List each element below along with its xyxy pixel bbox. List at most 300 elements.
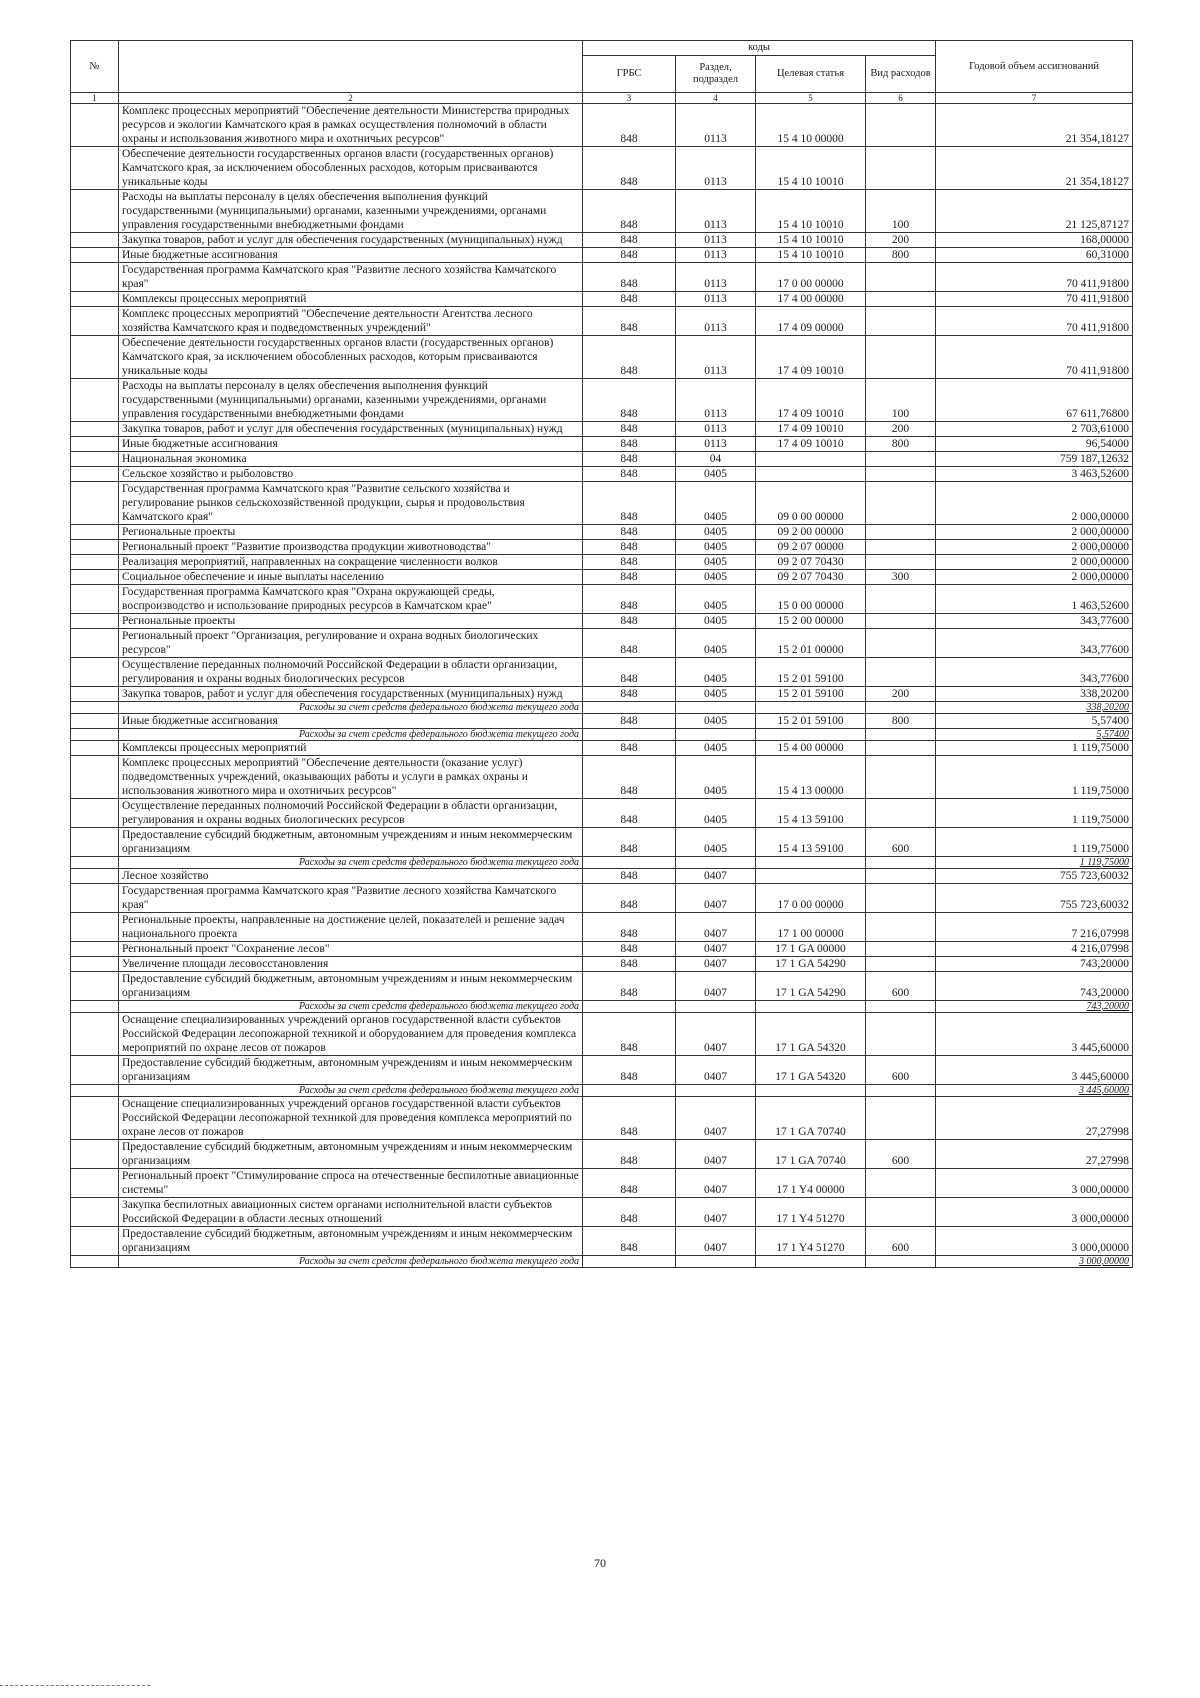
row-number-cell — [71, 248, 119, 263]
row-amount: 743,20000 — [936, 972, 1133, 1001]
row-grbs-code: 848 — [583, 1097, 676, 1140]
row-amount: 2 000,00000 — [936, 525, 1133, 540]
table-row — [71, 1198, 1133, 1227]
table-row — [71, 629, 1133, 658]
row-grbs-code: 848 — [583, 658, 676, 687]
row-expense-kind: 100 — [866, 190, 936, 233]
row-amount: 70 411,91800 — [936, 292, 1133, 307]
row-number-cell — [71, 1056, 119, 1085]
row-description: Государственная программа Камчатского края "Охрана окружающей среды, воспроизводство и использование природных ресурсов в Камчатском крае" — [119, 585, 583, 614]
row-description: Региональный проект "Организация, регулирование и охрана водных биологических ресурсов" — [119, 629, 583, 658]
row-target-article: 15 2 01 59100 — [756, 687, 866, 702]
row-expense-kind — [866, 452, 936, 467]
row-expense-kind: 800 — [866, 714, 936, 729]
row-description: Сельское хозяйство и рыболовство — [119, 467, 583, 482]
row-expense-kind — [866, 147, 936, 190]
row-target-article: 17 1 GA 00000 — [756, 942, 866, 957]
row-description: Комплекс процессных мероприятий "Обеспечение деятельности Министерства природных ресурсов и экологии Камчатского края в рамках осуществления полномочий в области охраны и использования животного мира и охотничьих ресурсов" — [119, 104, 583, 147]
row-section-code: 0405 — [676, 799, 756, 828]
row-grbs-code: 848 — [583, 190, 676, 233]
row-grbs-code: 848 — [583, 525, 676, 540]
table-row — [71, 756, 1133, 799]
row-expense-kind — [866, 1198, 936, 1227]
row-grbs-code: 848 — [583, 1169, 676, 1198]
row-description: Предоставление субсидий бюджетным, автономным учреждениям и иным некоммерческим организациям — [119, 1056, 583, 1085]
row-target-article: 09 2 07 70430 — [756, 570, 866, 585]
column-number: 6 — [866, 93, 936, 104]
row-section-code: 0405 — [676, 525, 756, 540]
row-number-cell — [71, 957, 119, 972]
row-number-cell — [71, 467, 119, 482]
row-section-code: 0113 — [676, 379, 756, 422]
row-number-cell — [71, 379, 119, 422]
row-grbs-code: 848 — [583, 379, 676, 422]
row-section-code: 0405 — [676, 614, 756, 629]
header-section: Раздел, подраздел — [676, 56, 756, 93]
row-grbs-code — [583, 1256, 676, 1268]
table-row — [71, 104, 1133, 147]
table-row — [71, 570, 1133, 585]
row-section-code: 0407 — [676, 1169, 756, 1198]
table-row — [71, 555, 1133, 570]
row-number-cell — [71, 869, 119, 884]
row-description: Предоставление субсидий бюджетным, автономным учреждениям и иным некоммерческим организациям — [119, 828, 583, 857]
table-row — [71, 147, 1133, 190]
row-grbs-code: 848 — [583, 942, 676, 957]
row-amount: 70 411,91800 — [936, 307, 1133, 336]
row-amount: 3 445,60000 — [936, 1085, 1133, 1097]
row-amount: 3 000,00000 — [936, 1227, 1133, 1256]
table-row — [71, 422, 1133, 437]
federal-budget-note-row — [71, 702, 1133, 714]
row-section-code: 0405 — [676, 570, 756, 585]
row-target-article: 15 2 01 00000 — [756, 629, 866, 658]
row-target-article: 17 4 09 00000 — [756, 307, 866, 336]
row-grbs-code: 848 — [583, 307, 676, 336]
row-grbs-code: 848 — [583, 147, 676, 190]
row-amount: 4 216,07998 — [936, 942, 1133, 957]
row-number-cell — [71, 714, 119, 729]
row-number-cell — [71, 1198, 119, 1227]
row-description: Государственная программа Камчатского края "Развитие лесного хозяйства Камчатского края" — [119, 884, 583, 913]
header-target-article: Целевая статья — [756, 56, 866, 93]
footer-separator — [0, 1685, 150, 1686]
row-amount: 1 119,75000 — [936, 741, 1133, 756]
row-number-cell — [71, 1227, 119, 1256]
row-amount: 67 611,76800 — [936, 379, 1133, 422]
row-amount: 2 000,00000 — [936, 482, 1133, 525]
row-target-article: 17 0 00 00000 — [756, 884, 866, 913]
row-expense-kind: 200 — [866, 233, 936, 248]
row-target-article: 15 4 13 59100 — [756, 799, 866, 828]
row-description: Обеспечение деятельности государственных органов власти (государственных органов) Камчатского края, за исключением обособленных расходов, которым присваиваются уникальные коды — [119, 336, 583, 379]
table-row — [71, 957, 1133, 972]
row-grbs-code: 848 — [583, 972, 676, 1001]
row-amount: 1 463,52600 — [936, 585, 1133, 614]
row-description: Обеспечение деятельности государственных органов власти (государственных органов) Камчатского края, за исключением обособленных расходов, которым присваиваются уникальные коды — [119, 147, 583, 190]
row-section-code: 0405 — [676, 555, 756, 570]
table-row — [71, 741, 1133, 756]
row-target-article — [756, 729, 866, 741]
row-grbs-code: 848 — [583, 1056, 676, 1085]
row-amount: 743,20000 — [936, 1001, 1133, 1013]
row-section-code: 0407 — [676, 1198, 756, 1227]
row-target-article: 17 1 Y4 51270 — [756, 1198, 866, 1227]
column-number: 1 — [71, 93, 119, 104]
row-expense-kind — [866, 869, 936, 884]
row-description: Закупка товаров, работ и услуг для обеспечения государственных (муниципальных) нужд — [119, 687, 583, 702]
row-description: Региональные проекты, направленные на достижение целей, показателей и решение задач национального проекта — [119, 913, 583, 942]
row-number-cell — [71, 263, 119, 292]
row-number-cell — [71, 422, 119, 437]
row-grbs-code: 848 — [583, 869, 676, 884]
row-target-article — [756, 1001, 866, 1013]
row-grbs-code: 848 — [583, 957, 676, 972]
row-target-article — [756, 467, 866, 482]
table-row — [71, 248, 1133, 263]
row-amount: 3 445,60000 — [936, 1013, 1133, 1056]
table-row — [71, 379, 1133, 422]
row-target-article: 09 2 07 70430 — [756, 555, 866, 570]
table-header — [71, 41, 1133, 104]
row-section-code: 0113 — [676, 248, 756, 263]
row-target-article — [756, 702, 866, 714]
row-description: Лесное хозяйство — [119, 869, 583, 884]
column-number: 3 — [583, 93, 676, 104]
row-expense-kind — [866, 702, 936, 714]
row-amount: 759 187,12632 — [936, 452, 1133, 467]
row-section-code: 0113 — [676, 437, 756, 452]
table-row — [71, 687, 1133, 702]
table-row — [71, 614, 1133, 629]
row-description: Расходы за счет средств федерального бюджета текущего года — [119, 702, 583, 714]
row-amount: 1 119,75000 — [936, 799, 1133, 828]
row-description: Региональные проекты — [119, 525, 583, 540]
row-amount: 27,27998 — [936, 1140, 1133, 1169]
table-row — [71, 799, 1133, 828]
table-row — [71, 942, 1133, 957]
row-number-cell — [71, 857, 119, 869]
row-target-article: 15 4 10 10010 — [756, 233, 866, 248]
row-target-article: 17 4 09 10010 — [756, 422, 866, 437]
row-section-code: 0113 — [676, 233, 756, 248]
table-row — [71, 452, 1133, 467]
row-number-cell — [71, 1001, 119, 1013]
column-number: 7 — [936, 93, 1133, 104]
row-section-code: 0407 — [676, 1013, 756, 1056]
row-number-cell — [71, 1013, 119, 1056]
row-target-article: 17 1 Y4 51270 — [756, 1227, 866, 1256]
row-number-cell — [71, 756, 119, 799]
row-grbs-code — [583, 857, 676, 869]
row-section-code: 0407 — [676, 869, 756, 884]
header-expense-kind: Вид расходов — [866, 56, 936, 93]
row-description: Региональный проект "Сохранение лесов" — [119, 942, 583, 957]
row-description: Комплекс процессных мероприятий "Обеспечение деятельности Агентства лесного хозяйства Камчатского края и подведомственных учреждений" — [119, 307, 583, 336]
row-section-code — [676, 1256, 756, 1268]
row-section-code: 0407 — [676, 1227, 756, 1256]
table-row — [71, 1013, 1133, 1056]
row-expense-kind — [866, 957, 936, 972]
row-section-code: 0407 — [676, 1097, 756, 1140]
row-number-cell — [71, 190, 119, 233]
row-section-code — [676, 1001, 756, 1013]
row-target-article: 15 4 00 00000 — [756, 741, 866, 756]
row-expense-kind — [866, 467, 936, 482]
budget-sheet — [70, 40, 1132, 1268]
table-row — [71, 233, 1133, 248]
row-description: Региональный проект "Развитие производства продукции животноводства" — [119, 540, 583, 555]
row-grbs-code: 848 — [583, 614, 676, 629]
row-target-article — [756, 1256, 866, 1268]
row-expense-kind — [866, 799, 936, 828]
row-section-code: 0113 — [676, 147, 756, 190]
header-description — [119, 41, 583, 93]
row-grbs-code: 848 — [583, 292, 676, 307]
row-section-code: 0113 — [676, 263, 756, 292]
row-number-cell — [71, 828, 119, 857]
table-row — [71, 540, 1133, 555]
row-description: Осуществление переданных полномочий Российской Федерации в области организации, регулирования и охраны водных биологических ресурсов — [119, 799, 583, 828]
row-section-code: 0407 — [676, 913, 756, 942]
row-section-code: 0113 — [676, 104, 756, 147]
row-section-code: 0405 — [676, 540, 756, 555]
table-row — [71, 658, 1133, 687]
column-number: 4 — [676, 93, 756, 104]
header-codes-group: коды — [583, 41, 936, 56]
row-grbs-code: 848 — [583, 233, 676, 248]
row-number-cell — [71, 884, 119, 913]
row-grbs-code: 848 — [583, 540, 676, 555]
row-expense-kind — [866, 1097, 936, 1140]
row-section-code: 0405 — [676, 687, 756, 702]
row-amount: 27,27998 — [936, 1097, 1133, 1140]
row-grbs-code: 848 — [583, 756, 676, 799]
row-amount: 7 216,07998 — [936, 913, 1133, 942]
row-expense-kind — [866, 1001, 936, 1013]
header-amount: Годовой объем ассигнований — [936, 41, 1133, 93]
row-number-cell — [71, 729, 119, 741]
row-number-cell — [71, 482, 119, 525]
row-expense-kind: 600 — [866, 1140, 936, 1169]
row-grbs-code: 848 — [583, 1140, 676, 1169]
row-grbs-code: 848 — [583, 1198, 676, 1227]
row-expense-kind — [866, 336, 936, 379]
row-section-code: 0405 — [676, 828, 756, 857]
row-expense-kind — [866, 1013, 936, 1056]
row-target-article: 17 1 GA 70740 — [756, 1097, 866, 1140]
row-grbs-code: 848 — [583, 336, 676, 379]
row-section-code: 0113 — [676, 307, 756, 336]
row-expense-kind — [866, 1256, 936, 1268]
row-grbs-code: 848 — [583, 741, 676, 756]
row-grbs-code: 848 — [583, 1227, 676, 1256]
table-row — [71, 292, 1133, 307]
table-row — [71, 482, 1133, 525]
table-row — [71, 1227, 1133, 1256]
row-number-cell — [71, 147, 119, 190]
row-grbs-code: 848 — [583, 913, 676, 942]
row-amount: 2 000,00000 — [936, 555, 1133, 570]
row-target-article: 17 0 00 00000 — [756, 263, 866, 292]
row-target-article: 17 4 09 10010 — [756, 379, 866, 422]
table-row — [71, 1140, 1133, 1169]
row-number-cell — [71, 942, 119, 957]
row-amount: 1 119,75000 — [936, 756, 1133, 799]
row-number-cell — [71, 702, 119, 714]
row-amount: 343,77600 — [936, 658, 1133, 687]
table-row — [71, 913, 1133, 942]
row-number-cell — [71, 555, 119, 570]
row-target-article: 09 0 00 00000 — [756, 482, 866, 525]
row-description: Региональный проект "Стимулирование спроса на отечественные беспилотные авиационные системы" — [119, 1169, 583, 1198]
row-amount: 338,20200 — [936, 702, 1133, 714]
row-grbs-code: 848 — [583, 570, 676, 585]
row-section-code: 0113 — [676, 336, 756, 379]
row-description: Государственная программа Камчатского края "Развитие сельского хозяйства и регулирование рынков сельскохозяйственной продукции, сырья и продовольствия Камчатского края" — [119, 482, 583, 525]
row-section-code: 0407 — [676, 972, 756, 1001]
row-amount: 3 000,00000 — [936, 1169, 1133, 1198]
row-grbs-code: 848 — [583, 714, 676, 729]
row-number-cell — [71, 741, 119, 756]
row-target-article: 17 1 GA 54290 — [756, 957, 866, 972]
row-description: Региональные проекты — [119, 614, 583, 629]
row-number-cell — [71, 104, 119, 147]
table-row — [71, 467, 1133, 482]
row-target-article: 17 1 GA 54320 — [756, 1056, 866, 1085]
row-amount: 3 463,52600 — [936, 467, 1133, 482]
table-row — [71, 1097, 1133, 1140]
row-target-article: 15 4 10 00000 — [756, 104, 866, 147]
row-grbs-code — [583, 1085, 676, 1097]
row-section-code: 0407 — [676, 1056, 756, 1085]
row-section-code: 0113 — [676, 190, 756, 233]
row-expense-kind — [866, 482, 936, 525]
row-grbs-code: 848 — [583, 687, 676, 702]
row-amount: 70 411,91800 — [936, 336, 1133, 379]
row-expense-kind: 800 — [866, 437, 936, 452]
row-grbs-code: 848 — [583, 555, 676, 570]
row-number-cell — [71, 307, 119, 336]
row-description: Предоставление субсидий бюджетным, автономным учреждениям и иным некоммерческим организациям — [119, 972, 583, 1001]
row-number-cell — [71, 1169, 119, 1198]
header-number: № — [71, 41, 119, 93]
row-amount: 3 445,60000 — [936, 1056, 1133, 1085]
row-number-cell — [71, 525, 119, 540]
row-number-cell — [71, 1256, 119, 1268]
column-number: 5 — [756, 93, 866, 104]
row-amount: 21 354,18127 — [936, 104, 1133, 147]
row-description: Оснащение специализированных учреждений органов государственной власти субъектов Российской Федерации лесопожарной техникой и оборудованием для проведения комплекса мероприятий по охране лесов от пожаров — [119, 1013, 583, 1056]
row-amount: 338,20200 — [936, 687, 1133, 702]
row-section-code: 0405 — [676, 585, 756, 614]
row-section-code: 0407 — [676, 1140, 756, 1169]
row-expense-kind — [866, 307, 936, 336]
row-number-cell — [71, 570, 119, 585]
row-description: Иные бюджетные ассигнования — [119, 248, 583, 263]
row-expense-kind: 600 — [866, 828, 936, 857]
row-description: Расходы за счет средств федерального бюджета текущего года — [119, 1256, 583, 1268]
row-number-cell — [71, 437, 119, 452]
row-expense-kind — [866, 857, 936, 869]
federal-budget-note-row — [71, 857, 1133, 869]
row-expense-kind — [866, 540, 936, 555]
row-amount: 343,77600 — [936, 614, 1133, 629]
row-number-cell — [71, 585, 119, 614]
row-target-article — [756, 869, 866, 884]
row-grbs-code: 848 — [583, 799, 676, 828]
row-grbs-code: 848 — [583, 629, 676, 658]
row-expense-kind: 200 — [866, 687, 936, 702]
row-number-cell — [71, 1097, 119, 1140]
table-row — [71, 263, 1133, 292]
row-target-article: 17 1 GA 70740 — [756, 1140, 866, 1169]
row-target-article: 15 0 00 00000 — [756, 585, 866, 614]
row-grbs-code: 848 — [583, 437, 676, 452]
row-expense-kind: 600 — [866, 1056, 936, 1085]
row-description: Иные бюджетные ассигнования — [119, 437, 583, 452]
row-target-article: 17 1 Y4 00000 — [756, 1169, 866, 1198]
row-target-article: 15 4 13 00000 — [756, 756, 866, 799]
row-amount: 2 000,00000 — [936, 570, 1133, 585]
row-amount: 5,57400 — [936, 729, 1133, 741]
row-amount: 1 119,75000 — [936, 857, 1133, 869]
row-amount: 743,20000 — [936, 957, 1133, 972]
row-expense-kind — [866, 292, 936, 307]
table-row — [71, 869, 1133, 884]
row-amount: 1 119,75000 — [936, 828, 1133, 857]
row-amount: 5,57400 — [936, 714, 1133, 729]
row-expense-kind: 200 — [866, 422, 936, 437]
row-target-article: 15 4 10 10010 — [756, 147, 866, 190]
row-amount: 2 000,00000 — [936, 540, 1133, 555]
row-number-cell — [71, 1085, 119, 1097]
table-row — [71, 437, 1133, 452]
row-grbs-code: 848 — [583, 263, 676, 292]
row-number-cell — [71, 799, 119, 828]
row-target-article: 17 1 00 00000 — [756, 913, 866, 942]
row-expense-kind — [866, 729, 936, 741]
row-grbs-code — [583, 1001, 676, 1013]
row-grbs-code: 848 — [583, 452, 676, 467]
row-description: Государственная программа Камчатского края "Развитие лесного хозяйства Камчатского края" — [119, 263, 583, 292]
row-expense-kind — [866, 525, 936, 540]
row-description: Закупка беспилотных авиационных систем органами исполнительной власти субъектов Российской Федерации в области лесных отношений — [119, 1198, 583, 1227]
federal-budget-note-row — [71, 1001, 1133, 1013]
header-grbs: ГРБС — [583, 56, 676, 93]
row-grbs-code: 848 — [583, 1013, 676, 1056]
row-number-cell — [71, 629, 119, 658]
table-row — [71, 336, 1133, 379]
row-amount: 755 723,60032 — [936, 869, 1133, 884]
row-amount: 21 354,18127 — [936, 147, 1133, 190]
row-target-article: 17 4 09 10010 — [756, 437, 866, 452]
row-amount: 343,77600 — [936, 629, 1133, 658]
row-expense-kind — [866, 104, 936, 147]
row-grbs-code — [583, 729, 676, 741]
row-amount: 3 000,00000 — [936, 1198, 1133, 1227]
row-description: Реализация мероприятий, направленных на сокращение численности волков — [119, 555, 583, 570]
row-target-article: 17 1 GA 54320 — [756, 1013, 866, 1056]
row-grbs-code: 848 — [583, 104, 676, 147]
row-expense-kind — [866, 629, 936, 658]
table-row — [71, 1169, 1133, 1198]
row-section-code: 0405 — [676, 714, 756, 729]
row-expense-kind — [866, 555, 936, 570]
row-target-article — [756, 1085, 866, 1097]
row-expense-kind: 100 — [866, 379, 936, 422]
table-row — [71, 190, 1133, 233]
